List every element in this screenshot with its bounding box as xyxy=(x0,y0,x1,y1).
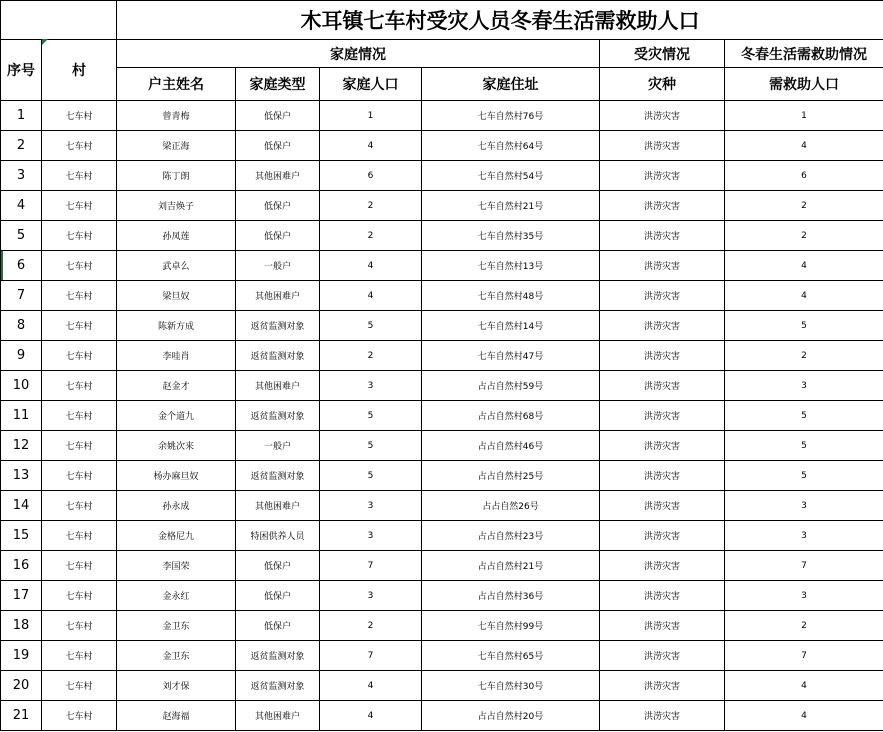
cell-village[interactable]: 七车村 xyxy=(42,281,117,311)
cell-head-name[interactable]: 陈新方成 xyxy=(117,311,236,341)
cell-head-name[interactable]: 梁正海 xyxy=(117,131,236,161)
table-row xyxy=(1,611,883,641)
cell-relief-pop[interactable]: 2 xyxy=(725,191,883,221)
table-row xyxy=(1,371,883,401)
cell-head-name[interactable]: 陈丁朗 xyxy=(117,161,236,191)
cell-family-type[interactable]: 低保户 xyxy=(236,551,320,581)
cell-address[interactable]: 七车自然村99号 xyxy=(422,611,600,641)
cell-relief-pop[interactable]: 4 xyxy=(725,281,883,311)
header-family-group[interactable]: 家庭情况 xyxy=(117,40,600,68)
cell-relief-pop[interactable]: 7 xyxy=(725,551,883,581)
cell-head-name[interactable]: 赵海福 xyxy=(117,701,236,731)
cell-family-pop[interactable]: 2 xyxy=(320,341,422,371)
cell-disaster-type[interactable]: 洪涝灾害 xyxy=(600,251,725,281)
cell-family-pop[interactable]: 4 xyxy=(320,131,422,161)
header-relief-group[interactable]: 冬春生活需救助情况 xyxy=(725,40,883,68)
cell-head-name[interactable]: 李国荣 xyxy=(117,551,236,581)
cell-address[interactable]: 七车自然村13号 xyxy=(422,251,600,281)
cell-family-pop[interactable]: 6 xyxy=(320,161,422,191)
cell-address[interactable]: 七车自然村65号 xyxy=(422,641,600,671)
cell-head-name[interactable]: 刘吉焕子 xyxy=(117,191,236,221)
cell-disaster-type[interactable]: 洪涝灾害 xyxy=(600,401,725,431)
cell-family-pop[interactable]: 4 xyxy=(320,671,422,701)
cell-disaster-type[interactable]: 洪涝灾害 xyxy=(600,371,725,401)
table-row xyxy=(1,191,883,221)
cell-village[interactable]: 七车村 xyxy=(42,131,117,161)
cell-address[interactable]: 占占自然村46号 xyxy=(422,431,600,461)
cell-head-name[interactable]: 赵金才 xyxy=(117,371,236,401)
table-row xyxy=(1,101,883,131)
cell-village[interactable]: 七车村 xyxy=(42,701,117,731)
cell-village[interactable]: 七车村 xyxy=(42,491,117,521)
cell-seq[interactable]: 20 xyxy=(1,671,42,701)
cell-family-type[interactable]: 一般户 xyxy=(236,431,320,461)
cell-village[interactable]: 七车村 xyxy=(42,431,117,461)
header-disaster-group[interactable]: 受灾情况 xyxy=(600,40,725,68)
cell-relief-pop[interactable]: 6 xyxy=(725,161,883,191)
cell-address[interactable]: 七车自然村14号 xyxy=(422,311,600,341)
cell-relief-pop[interactable]: 5 xyxy=(725,431,883,461)
cell-address[interactable]: 占占自然村59号 xyxy=(422,371,600,401)
cell-note-marker xyxy=(42,39,48,45)
cell-head-name[interactable]: 余姚次来 xyxy=(117,431,236,461)
table-row xyxy=(1,701,883,731)
cell-address[interactable]: 七车自然村47号 xyxy=(422,341,600,371)
cell-relief-pop[interactable]: 1 xyxy=(725,101,883,131)
cell-disaster-type[interactable]: 洪涝灾害 xyxy=(600,701,725,731)
cell-family-type[interactable]: 低保户 xyxy=(236,221,320,251)
table-row xyxy=(1,341,883,371)
cell-disaster-type[interactable]: 洪涝灾害 xyxy=(600,341,725,371)
cell-address[interactable]: 七车自然村54号 xyxy=(422,161,600,191)
cell-head-name[interactable]: 金格尼九 xyxy=(117,521,236,551)
cell-relief-pop[interactable]: 5 xyxy=(725,311,883,341)
table-row xyxy=(1,641,883,671)
cell-seq[interactable]: 16 xyxy=(1,551,42,581)
cell-address[interactable]: 占占自然村23号 xyxy=(422,521,600,551)
cell-family-pop[interactable]: 3 xyxy=(320,371,422,401)
cell-family-pop[interactable]: 4 xyxy=(320,251,422,281)
cell-village[interactable]: 七车村 xyxy=(42,461,117,491)
cell-village[interactable]: 七车村 xyxy=(42,251,117,281)
cell-seq[interactable]: 11 xyxy=(1,401,42,431)
cell-relief-pop[interactable]: 7 xyxy=(725,641,883,671)
cell-disaster-type[interactable]: 洪涝灾害 xyxy=(600,581,725,611)
cell-address[interactable]: 七车自然村35号 xyxy=(422,221,600,251)
cell-seq[interactable]: 21 xyxy=(1,701,42,731)
header-head-name[interactable]: 户主姓名 xyxy=(117,68,236,101)
table-row xyxy=(1,221,883,251)
table-row xyxy=(1,461,883,491)
table-row xyxy=(1,251,883,281)
cell-address[interactable]: 占占自然村21号 xyxy=(422,551,600,581)
cell-family-type[interactable]: 其他困难户 xyxy=(236,701,320,731)
cell-family-type[interactable]: 其他困难户 xyxy=(236,491,320,521)
cell-seq[interactable]: 9 xyxy=(1,341,42,371)
header-disaster-type[interactable]: 灾种 xyxy=(600,68,725,101)
cell-head-name[interactable]: 梁旦奴 xyxy=(117,281,236,311)
cell-disaster-type[interactable]: 洪涝灾害 xyxy=(600,551,725,581)
cell-disaster-type[interactable]: 洪涝灾害 xyxy=(600,491,725,521)
table-row xyxy=(1,131,883,161)
cell-head-name[interactable]: 武卓么 xyxy=(117,251,236,281)
cell-relief-pop[interactable]: 3 xyxy=(725,521,883,551)
cell-relief-pop[interactable]: 4 xyxy=(725,671,883,701)
blank-corner-cell[interactable] xyxy=(1,1,117,40)
cell-family-pop[interactable]: 4 xyxy=(320,701,422,731)
cell-seq[interactable]: 12 xyxy=(1,431,42,461)
cell-family-type[interactable]: 返贫监测对象 xyxy=(236,641,320,671)
cell-seq[interactable]: 13 xyxy=(1,461,42,491)
header-village[interactable]: 村 xyxy=(42,40,117,101)
cell-seq[interactable]: 18 xyxy=(1,611,42,641)
cell-relief-pop[interactable]: 3 xyxy=(725,371,883,401)
cell-relief-pop[interactable]: 5 xyxy=(725,401,883,431)
cell-family-pop[interactable]: 3 xyxy=(320,491,422,521)
cell-family-pop[interactable]: 2 xyxy=(320,221,422,251)
cell-relief-pop[interactable]: 4 xyxy=(725,701,883,731)
cell-family-type[interactable]: 其他困难户 xyxy=(236,161,320,191)
cell-address[interactable]: 占占自然村25号 xyxy=(422,461,600,491)
cell-family-type[interactable]: 低保户 xyxy=(236,581,320,611)
cell-address[interactable]: 七车自然村64号 xyxy=(422,131,600,161)
cell-family-pop[interactable]: 7 xyxy=(320,641,422,671)
cell-disaster-type[interactable]: 洪涝灾害 xyxy=(600,311,725,341)
cell-disaster-type[interactable]: 洪涝灾害 xyxy=(600,641,725,671)
cell-head-name[interactable]: 刘才保 xyxy=(117,671,236,701)
table-row xyxy=(1,431,883,461)
cell-disaster-type[interactable]: 洪涝灾害 xyxy=(600,461,725,491)
cell-disaster-type[interactable]: 洪涝灾害 xyxy=(600,611,725,641)
cell-village[interactable]: 七车村 xyxy=(42,101,117,131)
cell-address[interactable]: 七车自然村21号 xyxy=(422,191,600,221)
cell-head-name[interactable]: 金永红 xyxy=(117,581,236,611)
cell-disaster-type[interactable]: 洪涝灾害 xyxy=(600,221,725,251)
cell-address[interactable]: 七车自然村76号 xyxy=(422,101,600,131)
cell-village[interactable]: 七车村 xyxy=(42,221,117,251)
cell-family-pop[interactable]: 1 xyxy=(320,101,422,131)
cell-relief-pop[interactable]: 3 xyxy=(725,491,883,521)
cell-disaster-type[interactable]: 洪涝灾害 xyxy=(600,161,725,191)
cell-head-name[interactable]: 孙凤莲 xyxy=(117,221,236,251)
cell-village[interactable]: 七车村 xyxy=(42,581,117,611)
table-row xyxy=(1,581,883,611)
header-seq[interactable]: 序号 xyxy=(1,40,42,101)
cell-family-type[interactable]: 返贫监测对象 xyxy=(236,401,320,431)
cell-seq[interactable]: 5 xyxy=(1,221,42,251)
cell-head-name[interactable]: 杨办麻旦奴 xyxy=(117,461,236,491)
cell-disaster-type[interactable]: 洪涝灾害 xyxy=(600,131,725,161)
cell-village[interactable]: 七车村 xyxy=(42,641,117,671)
table-row xyxy=(1,401,883,431)
cell-disaster-type[interactable]: 洪涝灾害 xyxy=(600,281,725,311)
table-row xyxy=(1,491,883,521)
table-row xyxy=(1,281,883,311)
cell-relief-pop[interactable]: 2 xyxy=(725,341,883,371)
cell-disaster-type[interactable]: 洪涝灾害 xyxy=(600,521,725,551)
cell-address[interactable]: 占占自然村68号 xyxy=(422,401,600,431)
cell-seq[interactable]: 10 xyxy=(1,371,42,401)
table-row xyxy=(1,521,883,551)
cell-village[interactable]: 七车村 xyxy=(42,161,117,191)
cell-family-pop[interactable]: 5 xyxy=(320,311,422,341)
cell-relief-pop[interactable]: 4 xyxy=(725,251,883,281)
cell-seq[interactable]: 3 xyxy=(1,161,42,191)
cell-family-pop[interactable]: 5 xyxy=(320,461,422,491)
cell-village[interactable]: 七车村 xyxy=(42,671,117,701)
cell-village[interactable]: 七车村 xyxy=(42,401,117,431)
cell-head-name[interactable]: 李哇肖 xyxy=(117,341,236,371)
cell-family-type[interactable]: 低保户 xyxy=(236,191,320,221)
cell-address[interactable]: 七车自然村30号 xyxy=(422,671,600,701)
cell-family-type[interactable]: 返贫监测对象 xyxy=(236,671,320,701)
cell-village[interactable]: 七车村 xyxy=(42,311,117,341)
cell-relief-pop[interactable]: 3 xyxy=(725,581,883,611)
cell-head-name[interactable]: 金卫东 xyxy=(117,611,236,641)
header-family-pop[interactable]: 家庭人口 xyxy=(320,68,422,101)
header-relief-pop[interactable]: 需救助人口 xyxy=(725,68,883,101)
cell-village[interactable]: 七车村 xyxy=(42,611,117,641)
table-row xyxy=(1,551,883,581)
cell-seq[interactable]: 14 xyxy=(1,491,42,521)
cell-address[interactable]: 占占自然村36号 xyxy=(422,581,600,611)
cell-seq[interactable]: 4 xyxy=(1,191,42,221)
cell-head-name[interactable]: 金卫东 xyxy=(117,641,236,671)
cell-family-type[interactable]: 低保户 xyxy=(236,611,320,641)
cell-head-name[interactable]: 金个道九 xyxy=(117,401,236,431)
cell-address[interactable]: 七车自然村48号 xyxy=(422,281,600,311)
cell-family-pop[interactable]: 2 xyxy=(320,611,422,641)
cell-family-pop[interactable]: 7 xyxy=(320,551,422,581)
cell-family-type[interactable]: 特困供养人员 xyxy=(236,521,320,551)
cell-seq[interactable]: 17 xyxy=(1,581,42,611)
cell-family-pop[interactable]: 5 xyxy=(320,431,422,461)
cell-disaster-type[interactable]: 洪涝灾害 xyxy=(600,671,725,701)
table-row xyxy=(1,671,883,701)
cell-seq[interactable]: 15 xyxy=(1,521,42,551)
cell-family-type[interactable]: 低保户 xyxy=(236,101,320,131)
cell-family-pop[interactable]: 3 xyxy=(320,581,422,611)
cell-seq[interactable]: 6 xyxy=(1,251,42,281)
cell-family-type[interactable]: 返贫监测对象 xyxy=(236,341,320,371)
cell-seq[interactable]: 7 xyxy=(1,281,42,311)
cell-seq[interactable]: 19 xyxy=(1,641,42,671)
cell-village[interactable]: 七车村 xyxy=(42,551,117,581)
cell-disaster-type[interactable]: 洪涝灾害 xyxy=(600,191,725,221)
cell-family-pop[interactable]: 2 xyxy=(320,191,422,221)
table-row xyxy=(1,161,883,191)
table-row xyxy=(1,311,883,341)
header-family-type[interactable]: 家庭类型 xyxy=(236,68,320,101)
cell-relief-pop[interactable]: 4 xyxy=(725,131,883,161)
cell-address[interactable]: 占占自然村20号 xyxy=(422,701,600,731)
cell-disaster-type[interactable]: 洪涝灾害 xyxy=(600,101,725,131)
cell-family-type[interactable]: 其他困难户 xyxy=(236,371,320,401)
cell-head-name[interactable]: 曾青梅 xyxy=(117,101,236,131)
cell-family-pop[interactable]: 4 xyxy=(320,281,422,311)
table-title[interactable]: 木耳镇七车村受灾人员冬春生活需救助人口 xyxy=(117,1,883,40)
header-address[interactable]: 家庭住址 xyxy=(422,68,600,101)
cell-family-type[interactable]: 返贫监测对象 xyxy=(236,311,320,341)
cell-seq[interactable]: 8 xyxy=(1,311,42,341)
cell-family-type[interactable]: 低保户 xyxy=(236,131,320,161)
cell-family-type[interactable]: 返贫监测对象 xyxy=(236,461,320,491)
cell-seq[interactable]: 1 xyxy=(1,101,42,131)
cell-relief-pop[interactable]: 2 xyxy=(725,221,883,251)
cell-relief-pop[interactable]: 5 xyxy=(725,461,883,491)
cell-village[interactable]: 七车村 xyxy=(42,371,117,401)
cell-address[interactable]: 占占自然26号 xyxy=(422,491,600,521)
cell-head-name[interactable]: 孙永成 xyxy=(117,491,236,521)
cell-family-type[interactable]: 一般户 xyxy=(236,251,320,281)
cell-village[interactable]: 七车村 xyxy=(42,191,117,221)
cell-village[interactable]: 七车村 xyxy=(42,521,117,551)
cell-family-type[interactable]: 其他困难户 xyxy=(236,281,320,311)
cell-seq[interactable]: 2 xyxy=(1,131,42,161)
cell-disaster-type[interactable]: 洪涝灾害 xyxy=(600,431,725,461)
cell-relief-pop[interactable]: 2 xyxy=(725,611,883,641)
cell-family-pop[interactable]: 5 xyxy=(320,401,422,431)
cell-village[interactable]: 七车村 xyxy=(42,341,117,371)
cell-family-pop[interactable]: 3 xyxy=(320,521,422,551)
